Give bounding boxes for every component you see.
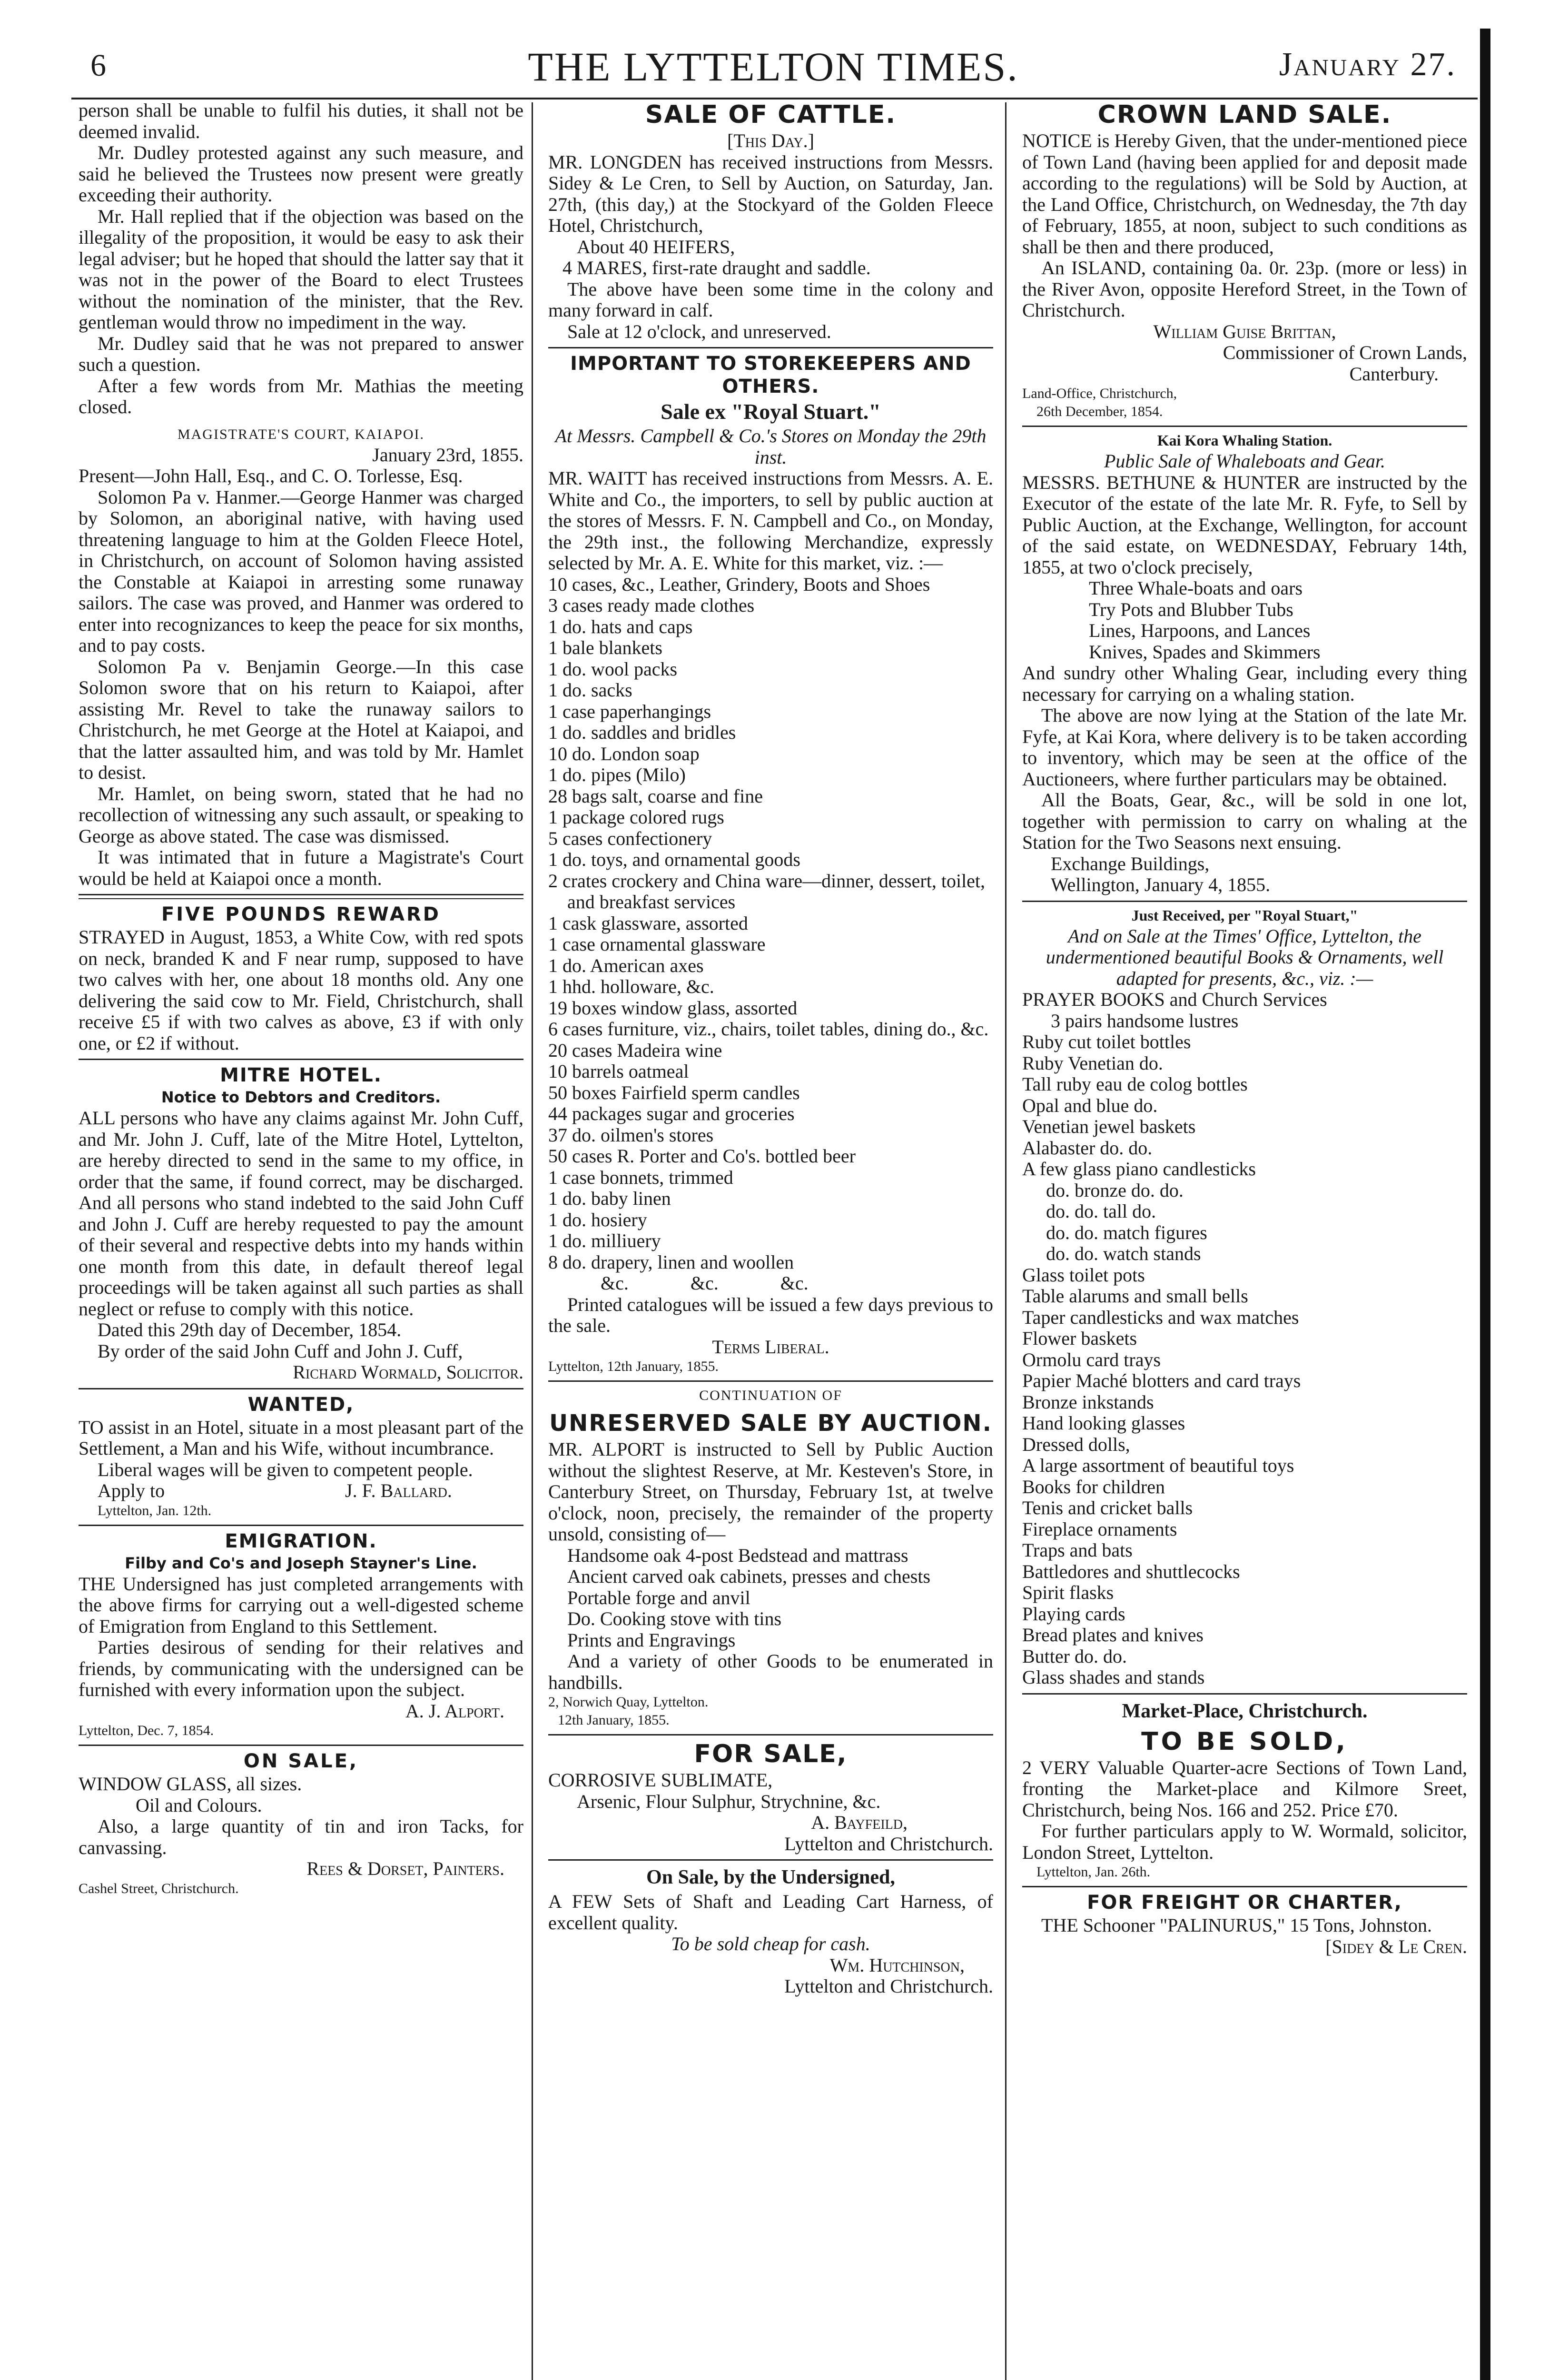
separator	[79, 894, 523, 899]
ad-text: To be sold cheap for cash.	[671, 1933, 870, 1954]
list-item: Hand looking glasses	[1022, 1412, 1185, 1434]
court-present: Present—John Hall, Esq., and C. O. Torlesse, Esq.	[79, 465, 463, 486]
ad-text: ALL persons who have any claims against Mr. John Cuff, and Mr. John J. Cuff, late of the Mitre Hotel, Lyttelton, are hereby directed to send in the same to my office, in order that the same, if found correct, may be discharged. And all persons who stand indebted to the said John Cuff and John J. Cuff are hereby requested to pay the amount of their several and respective debts into my hands within one month from this date, in default thereof legal proceedings will be taken against all such parties as shall neglect or refuse to comply with this notice.	[79, 1107, 523, 1319]
list-item: 37 do. oilmen's stores	[548, 1124, 714, 1146]
list-item: Flower baskets	[1022, 1328, 1137, 1349]
list-item: Ruby cut toilet bottles	[1022, 1031, 1191, 1052]
list-item: 50 boxes Fairfield sperm candles	[548, 1081, 800, 1103]
ad-text: NOTICE is Hereby Given, that the under-mentioned piece of Town Land (having been applied for and deposit made according to the regulations) will be Sold by Auction, at the Land Office, Christchurch, on Wednesday, the 7th day of February, 1855, at noon, subject to such conditions as shall be then and there produced,	[1022, 130, 1467, 258]
list-item: 1 do. sacks	[548, 679, 632, 701]
ad-signature: Commissioner of Crown Lands,	[1223, 342, 1467, 363]
ad-signature: Terms Liberal.	[712, 1336, 829, 1358]
issue-date: January 27.	[1279, 46, 1456, 83]
court-case: It was intimated that in future a Magistrate's Court would be held at Kaiapoi once a month.	[79, 846, 523, 889]
list-item: 19 boxes window glass, assorted	[548, 997, 798, 1019]
list-item: A large assortment of beautiful toys	[1022, 1455, 1294, 1476]
list-item: 1 bale blankets	[548, 637, 662, 658]
ad-place-date: Lyttelton, Dec. 7, 1854.	[79, 1723, 214, 1738]
list-item: 6 cases furniture, viz., chairs, toilet tables, dining do., &c.	[548, 1018, 989, 1040]
column-3	[1022, 100, 1467, 1957]
ad-subheading: Public Sale of Whaleboats and Gear.	[1104, 450, 1386, 472]
ad-heading-for-sale: FOR SALE,	[694, 1740, 848, 1768]
ad-signature: A. J. Alport.	[405, 1700, 504, 1722]
ad-heading-to-be-sold: TO BE SOLD,	[1141, 1727, 1348, 1756]
article-text: Mr. Hall replied that if the objection was based on the illegality of the proposition, it would be easy to ask their legal adviser; but he hoped that should the latter say that it was not in the power of the Board to elect Trustees without the nomination of the minister, that the Rev. gentleman would throw no impediment in the way.	[79, 205, 523, 333]
ad-text: MR. LONGDEN has received instructions from Messrs. Sidey & Le Cren, to Sell by Auction, on Saturday, Jan. 27th, (this day,) at the Stockyard of the Golden Fleece Hotel, Christchurch,	[548, 151, 993, 236]
column-rule-2	[1005, 102, 1006, 2380]
ad-item: 4 MARES, first-rate draught and saddle.	[562, 257, 871, 278]
ad-text: By order of the said John Cuff and John J. Cuff,	[98, 1340, 463, 1362]
ad-heading-storekeepers: IMPORTANT TO STOREKEEPERS AND OTHERS.	[570, 353, 971, 397]
ad-place-date: Wellington, January 4, 1855.	[1051, 874, 1271, 895]
ad-place-date: Exchange Buildings,	[1051, 853, 1210, 874]
ad-place-date: Lyttelton, Jan. 12th.	[98, 1502, 212, 1518]
court-case: Solomon Pa v. Benjamin George.—In this case Solomon swore that on his return to Kaiapoi, after assisting Mr. Revel to take the runaway sailors to Christchurch, he met George at the Hotel at Kaiapoi, and that the latter assaulted him, and was told by Mr. Hamlet to desist.	[79, 655, 523, 783]
ad-signature: William Guise Brittan,	[1153, 320, 1336, 342]
list-item: Ormolu card trays	[1022, 1349, 1161, 1370]
ad-text	[79, 1480, 523, 1502]
list-item: Papier Maché blotters and card trays	[1022, 1370, 1301, 1391]
ad-subheading: Sale ex "Royal Stuart."	[661, 399, 881, 424]
list-item: Butter do. do.	[1022, 1645, 1127, 1667]
list-item: do. do. tall do.	[1046, 1200, 1156, 1222]
ad-text: The above have been some time in the colony and many forward in calf.	[548, 278, 993, 321]
ad-text: TO assist in an Hotel, situate in a most pleasant part of the Settlement, a Man and his Wife, without incumbrance.	[79, 1416, 523, 1459]
list-item: 1 do. toys, and ornamental goods	[548, 849, 800, 870]
ad-place-date: 12th January, 1855.	[558, 1712, 670, 1728]
court-date: January 23rd, 1855.	[372, 444, 523, 466]
column-2	[548, 100, 993, 1997]
ad-heading-wanted: WANTED,	[247, 1393, 355, 1416]
list-item: do. bronze do. do.	[1046, 1179, 1184, 1201]
separator	[548, 1734, 993, 1735]
ad-text: An ISLAND, containing 0a. 0r. 23p. (more or less) in the River Avon, opposite Hereford Street, in the Town of Christchurch.	[1022, 257, 1467, 321]
separator	[1022, 426, 1467, 427]
separator	[79, 1388, 523, 1389]
ad-heading-sale-of-cattle: SALE OF CATTLE.	[645, 100, 897, 129]
list-item: Alabaster do. do.	[1022, 1137, 1153, 1159]
ornaments-list	[1022, 1011, 1467, 1688]
article-text: Mr. Dudley said that he was not prepared to answer such a question.	[79, 332, 523, 375]
list-item: Ruby Venetian do.	[1022, 1052, 1163, 1074]
list-item: Handsome oak 4-post Bedstead and mattrass	[567, 1544, 908, 1566]
list-item: 1 case bonnets, trimmed	[548, 1166, 733, 1188]
ad-text: MR. WAITT has received instructions from Messrs. A. E. White and Co., the importers, to sell by public auction at the stores of Messrs. F. N. Campbell and Co., on Monday, the 29th inst., the following Merchandize, expressly selected by Mr. A. E. White for this market, viz. :—	[548, 467, 993, 574]
list-item: 28 bags salt, coarse and fine	[548, 785, 763, 807]
list-item: 2 crates crockery and China ware—dinner, dessert, toilet, and breakfast services	[548, 870, 986, 912]
list-item: 50 cases R. Porter and Co's. bottled beer	[548, 1145, 856, 1167]
ad-subheading: And on Sale at the Times' Office, Lyttelton, the undermentioned beautiful Books & Ornaments, well adapted for presents, &c., viz. :—	[1046, 925, 1444, 989]
list-item: 44 packages sugar and groceries	[548, 1103, 795, 1124]
list-item: do. do. match figures	[1046, 1221, 1207, 1243]
separator	[548, 1859, 993, 1861]
ad-text: Liberal wages will be given to competent people.	[98, 1458, 473, 1480]
column-1	[79, 100, 523, 1898]
list-item: Prints and Engravings	[567, 1629, 736, 1651]
ad-text: THE Schooner "PALINURUS," 15 Tons, Johnston.	[1041, 1914, 1432, 1936]
ad-heading-freight: FOR FREIGHT OR CHARTER,	[1087, 1892, 1402, 1914]
list-item: Glass shades and stands	[1022, 1666, 1205, 1688]
separator	[79, 1059, 523, 1060]
list-item: Spirit flasks	[1022, 1582, 1114, 1603]
ad-place-date: Cashel Street, Christchurch.	[79, 1880, 239, 1896]
list-item: 1 do. wool packs	[548, 658, 678, 680]
ad-signature: Canterbury.	[1349, 363, 1439, 385]
ad-subheading: At Messrs. Campbell & Co.'s Stores on Monday the 29th inst.	[555, 425, 987, 468]
page-header	[71, 29, 1475, 100]
list-item: 20 cases Madeira wine	[548, 1039, 722, 1061]
list-item: Taper candlesticks and wax matches	[1022, 1306, 1299, 1328]
list-item: 1 do. hats and caps	[548, 615, 693, 637]
ad-text: A FEW Sets of Shaft and Leading Cart Harness, of excellent quality.	[548, 1891, 993, 1934]
ad-label: CONTINUATION OF	[699, 1388, 842, 1403]
ad-text: Oil and Colours.	[136, 1794, 262, 1816]
merchandise-list	[548, 574, 993, 1294]
list-item: Glass toilet pots	[1022, 1264, 1145, 1286]
list-item: 1 do. baby linen	[548, 1188, 671, 1209]
ad-heading-reward: FIVE POUNDS REWARD	[161, 903, 441, 925]
list-item: 1 do. American axes	[548, 954, 704, 976]
list-item: 1 cask glassware, assorted	[548, 912, 748, 934]
separator	[548, 1380, 993, 1382]
list-item: Traps and bats	[1022, 1539, 1133, 1561]
list-item: Opal and blue do.	[1022, 1094, 1158, 1116]
list-item: 5 cases confectionery	[548, 827, 712, 849]
list-item: 3 cases ready made clothes	[548, 595, 755, 616]
list-item: &c. &c. &c.	[601, 1272, 809, 1294]
ad-text: Also, a large quantity of tin and iron Tacks, for canvassing.	[79, 1815, 523, 1858]
ad-text: STRAYED in August, 1853, a White Cow, with red spots on neck, branded K and F near rump, supposed to have two calves with her, one about 18 months old. Any one delivering the said cow to Mr. Field, Christchurch, shall receive £5 if with two calves as above, £3 if with only one, or £2 if without.	[79, 926, 523, 1054]
newspaper-title: THE LYTTELTON TIMES.	[528, 44, 1019, 89]
ad-text: Dated this 29th day of December, 1854.	[98, 1319, 402, 1340]
ad-signature: Wm. Hutchinson,	[829, 1954, 965, 1976]
ad-place-date: Lyttelton, Jan. 26th.	[1036, 1864, 1151, 1880]
list-item: Table alarums and small bells	[1022, 1285, 1248, 1307]
article-text: person shall be unable to fulfil his duties, it shall not be deemed invalid.	[79, 99, 523, 142]
list-item: 1 do. saddles and bridles	[548, 722, 736, 743]
ad-text: 2 VERY Valuable Quarter-acre Sections of Town Land, fronting the Market-place and Kilmore Sreet, Christchurch, being Nos. 166 and 252. Price £70.	[1022, 1756, 1467, 1821]
ad-heading-on-sale: ON SALE,	[243, 1750, 359, 1772]
list-item: Tenis and cricket balls	[1022, 1497, 1193, 1518]
list-item: Bread plates and knives	[1022, 1624, 1204, 1646]
ad-heading-kai-kora: Kai Kora Whaling Station.	[1157, 432, 1332, 449]
ad-heading-unreserved-sale: UNRESERVED SALE BY AUCTION.	[549, 1410, 992, 1437]
ad-signature: J. F. Ballard.	[345, 1480, 452, 1501]
ad-place-date: Lyttelton and Christchurch.	[784, 1833, 993, 1854]
ad-text: Printed catalogues will be issued a few days previous to the sale.	[548, 1293, 993, 1336]
list-item: Venetian jewel baskets	[1022, 1116, 1196, 1137]
ad-subheading: Filby and Co's and Joseph Stayner's Line.	[125, 1554, 477, 1572]
ad-text: Arsenic, Flour Sulphur, Strychnine, &c.	[577, 1790, 881, 1812]
list-item: do. do. watch stands	[1046, 1243, 1201, 1264]
list-item: Battledores and shuttlecocks	[1022, 1560, 1240, 1582]
list-item: Three Whale-boats and oars	[1089, 577, 1303, 599]
list-item: 3 pairs handsome lustres	[1051, 1010, 1239, 1031]
ad-text: The above are now lying at the Station of the late Mr. Fyfe, at Kai Kora, where delivery is to be taken according to inventory, which may be seen at the office of the Auctioneers, where further particulars may be obtained.	[1022, 704, 1467, 790]
ad-subheading: [This Day.]	[727, 130, 814, 151]
court-case: Mr. Hamlet, on being sworn, stated that he had no recollection of witnessing any such assault, or speaking to George as above stated. The case was dismissed.	[79, 783, 523, 847]
ad-place-date: Lyttelton, 12th January, 1855.	[548, 1359, 719, 1374]
ad-place-date: 26th December, 1854.	[1036, 404, 1163, 419]
ad-text: THE Undersigned has just completed arrangements with the above firms for carrying out a well-digested scheme of Emigration from England to this Settlement.	[79, 1573, 523, 1637]
list-item: 1 do. pipes (Milo)	[548, 764, 686, 785]
ad-text: PRAYER BOOKS and Church Services	[1022, 989, 1327, 1010]
list-item: 8 do. drapery, linen and woollen	[548, 1251, 794, 1273]
list-item: Ancient carved oak cabinets, presses and chests	[567, 1566, 931, 1587]
list-item: Lines, Harpoons, and Lances	[1089, 620, 1311, 641]
separator	[1022, 1886, 1467, 1887]
column-rule-1	[532, 102, 533, 2380]
ad-text: Sale at 12 o'clock, and unreserved.	[567, 320, 831, 342]
list-item: Bronze inkstands	[1022, 1391, 1154, 1413]
ad-signature: Rees & Dorset, Painters.	[306, 1858, 504, 1879]
list-item: Portable forge and anvil	[567, 1587, 750, 1608]
list-item: Books for children	[1022, 1476, 1165, 1497]
list-item: 10 cases, &c., Leather, Grindery, Boots and Shoes	[548, 573, 930, 595]
ad-heading-market-place: Market-Place, Christchurch.	[1122, 1700, 1368, 1722]
article-text: After a few words from Mr. Mathias the meeting closed.	[79, 375, 523, 417]
separator	[548, 347, 993, 348]
ad-text: Apply to	[98, 1480, 165, 1501]
page-number: 6	[90, 48, 106, 83]
list-item: 1 do. hosiery	[548, 1209, 647, 1230]
separator	[79, 1525, 523, 1526]
ad-text: Parties desirous of sending for their relatives and friends, by communicating with the undersigned can be furnished with every information upon the subject.	[79, 1636, 523, 1700]
list-item: A few glass piano candlesticks	[1022, 1158, 1256, 1180]
ad-heading-emigration: EMIGRATION.	[225, 1530, 377, 1552]
list-item: Fireplace ornaments	[1022, 1518, 1177, 1540]
ad-text: For further particulars apply to W. Wormald, solicitor, London Street, Lyttelton.	[1022, 1820, 1467, 1863]
ad-text: WINDOW GLASS, all sizes.	[79, 1773, 302, 1795]
ad-text: And a variety of other Goods to be enumerated in handbills.	[548, 1650, 993, 1693]
list-item: Tall ruby eau de colog bottles	[1022, 1073, 1248, 1095]
list-item: Do. Cooking stove with tins	[567, 1608, 782, 1629]
list-item: 10 do. London soap	[548, 743, 700, 764]
separator	[1022, 1693, 1467, 1695]
list-item: Knives, Spades and Skimmers	[1089, 641, 1321, 663]
list-item: 10 barrels oatmeal	[548, 1061, 689, 1082]
ad-heading-crown-land-sale: CROWN LAND SALE.	[1097, 100, 1392, 129]
ad-text: MR. ALPORT is instructed to Sell by Public Auction without the slightest Reserve, at Mr. Kesteven's Store, in Canterbury Street, on Thursday, February 1st, at twelve o'clock, noon, precisely, the remainder of the property unsold, consisting of—	[548, 1438, 993, 1545]
right-edge-bar	[1480, 29, 1490, 2380]
ad-signature: [Sidey & Le Cren.	[1325, 1935, 1467, 1957]
ad-heading-books: Just Received, per "Royal Stuart,"	[1131, 906, 1358, 924]
list-item: Dressed dolls,	[1022, 1433, 1130, 1455]
ad-heading-on-sale-undersigned: On Sale, by the Undersigned,	[646, 1866, 895, 1888]
ad-text: And sundry other Whaling Gear, including every thing necessary for carrying on a whaling station.	[1022, 662, 1467, 705]
ad-place-date: Lyttelton and Christchurch.	[784, 1975, 993, 1997]
list-item: 1 case ornamental glassware	[548, 933, 766, 955]
ad-text: All the Boats, Gear, &c., will be sold in one lot, together with permission to carry on whaling at the Station for the Two Seasons next ensuing.	[1022, 789, 1467, 853]
article-text: Mr. Dudley protested against any such measure, and said he believed the Trustees now present were greatly exceeding their authority.	[79, 142, 523, 206]
ad-heading-mitre-hotel: MITRE HOTEL.	[220, 1064, 382, 1086]
court-case: Solomon Pa v. Hanmer.—George Hanmer was charged by Solomon, an aboriginal native, with having used threatening language to him at the Golden Fleece Hotel, in Christchurch, on account of Solomon having assisted the Constable at Kaiapoi in arresting some runaway sailors. The case was proved, and Hanmer was ordered to enter into recognizances to keep the peace for six months, and to pay costs.	[79, 486, 523, 656]
separator	[1022, 901, 1467, 902]
list-item: Playing cards	[1022, 1603, 1125, 1625]
ad-place-date: Land-Office, Christchurch,	[1022, 386, 1177, 401]
ad-item: About 40 HEIFERS,	[577, 236, 735, 258]
ad-text: CORROSIVE SUBLIMATE,	[548, 1769, 773, 1791]
list-item: 1 hhd. holloware, &c.	[548, 976, 714, 997]
ad-place-date: 2, Norwich Quay, Lyttelton.	[548, 1694, 709, 1710]
ad-text: MESSRS. BETHUNE & HUNTER are instructed by the Executor of the estate of the late Mr. R. Fyfe, to Sell by Public Auction, at the Exchange, Wellington, for account of the said estate, on WEDNESDAY, February 14th, 1855, at two o'clock precisely,	[1022, 471, 1467, 578]
list-item: 1 case paperhangings	[548, 700, 711, 722]
ad-subheading: Notice to Debtors and Creditors.	[161, 1088, 441, 1106]
list-item: 1 do. milliuery	[548, 1230, 661, 1251]
list-item: Try Pots and Blubber Tubs	[1089, 598, 1293, 620]
ad-signature: Richard Wormald, Solicitor.	[293, 1361, 523, 1383]
separator	[79, 1745, 523, 1746]
list-item: 1 package colored rugs	[548, 806, 724, 828]
ad-signature: A. Bayfeild,	[811, 1812, 908, 1833]
court-heading: MAGISTRATE'S COURT, KAIAPOI.	[177, 426, 425, 442]
